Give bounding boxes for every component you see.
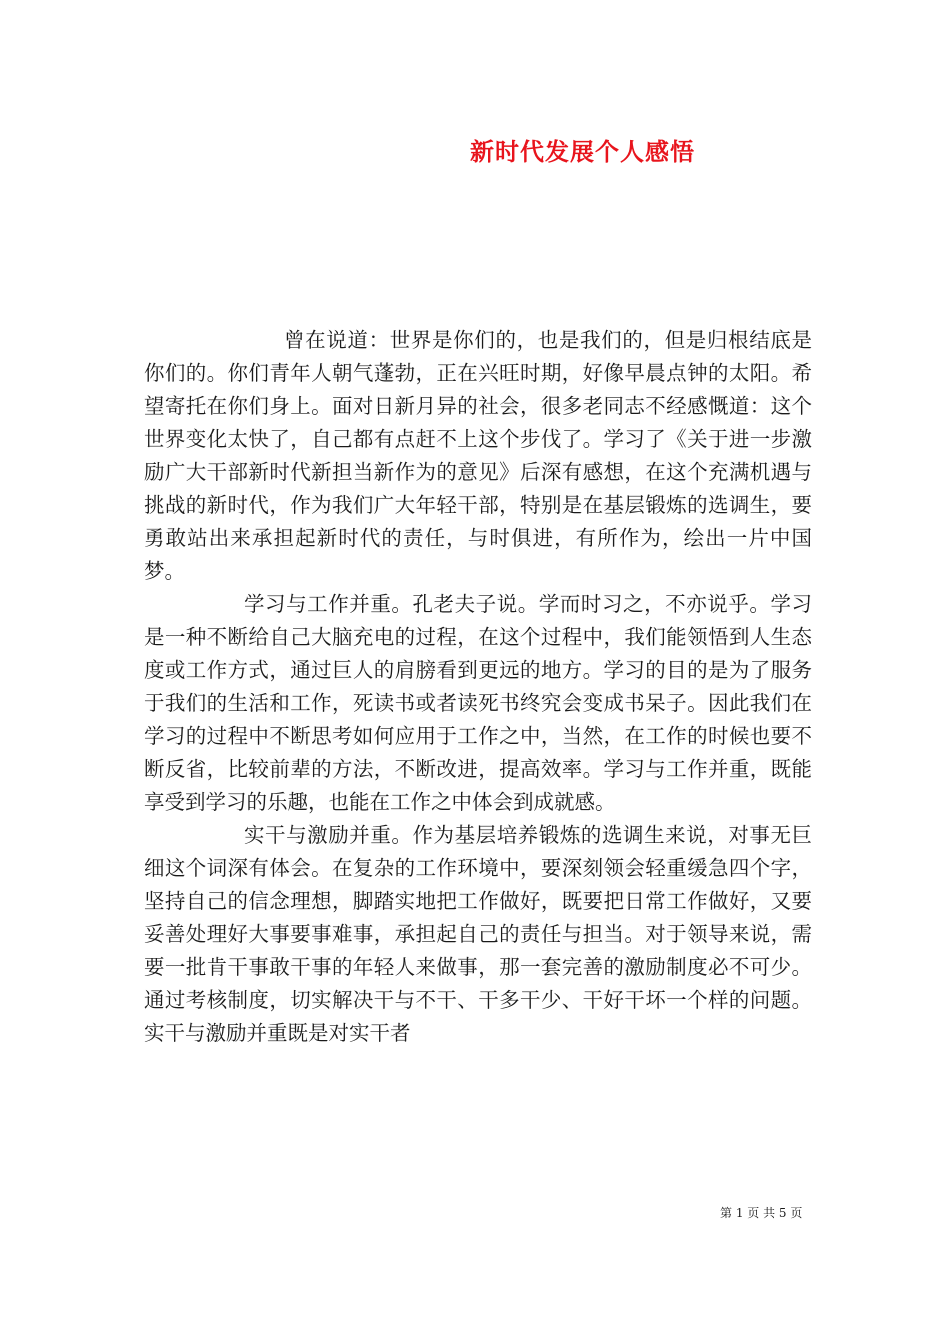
page-title: 新时代发展个人感悟: [470, 137, 695, 166]
paragraph-intro: 曾在说道：世界是你们的，也是我们的，但是归根结底是你们的。你们青年人朝气蓬勃，正在兴旺时期，好像早晨点钟的太阳。希望寄托在你们身上。面对日新月异的社会，很多老同志不经感慨道：这个世界变化太快了，自己都有点赶不上这个步伐了。学习了《关于进一步激励广大干部新时代新担当新作为的意见》后深有感想，在这个充满机遇与挑战的新时代，作为我们广大年轻干部，特别是在基层锻炼的选调生，要勇敢站出来承担起新时代的责任，与时俱进，有所作为，绘出一片中国梦。: [144, 328, 812, 583]
page-number-footer: 第 1 页 共 5 页: [720, 1206, 803, 1220]
paragraph-action-and-incentive: 实干与激励并重。作为基层培养锻炼的选调生来说，对事无巨细这个词深有体会。在复杂的工作环境中，要深刻领会轻重缓急四个字，坚持自己的信念理想，脚踏实地把工作做好，既要把日常工作做好，又要妥善处理好大事要事难事，承担起自己的责任与担当。对于领导来说，需要一批肯干事敢干事的年轻人来做事，那一套完善的激励制度必不可少。通过考核制度，切实解决干与不干、干多干少、干好干坏一个样的问题。实干与激励并重既是对实干者: [144, 823, 812, 1045]
paragraph-study-and-work: 学习与工作并重。孔老夫子说。学而时习之，不亦说乎。学习是一种不断给自己大脑充电的过程，在这个过程中，我们能领悟到人生态度或工作方式，通过巨人的肩膀看到更远的地方。学习的目的是为了服务于我们的生活和工作，死读书或者读死书终究会变成书呆子。因此我们在学习的过程中不断思考如何应用于工作之中，当然，在工作的时候也要不断反省，比较前辈的方法，不断改进，提高效率。学习与工作并重，既能享受到学习的乐趣，也能在工作之中体会到成就感。: [144, 592, 812, 814]
document-body: [144, 324, 812, 1050]
